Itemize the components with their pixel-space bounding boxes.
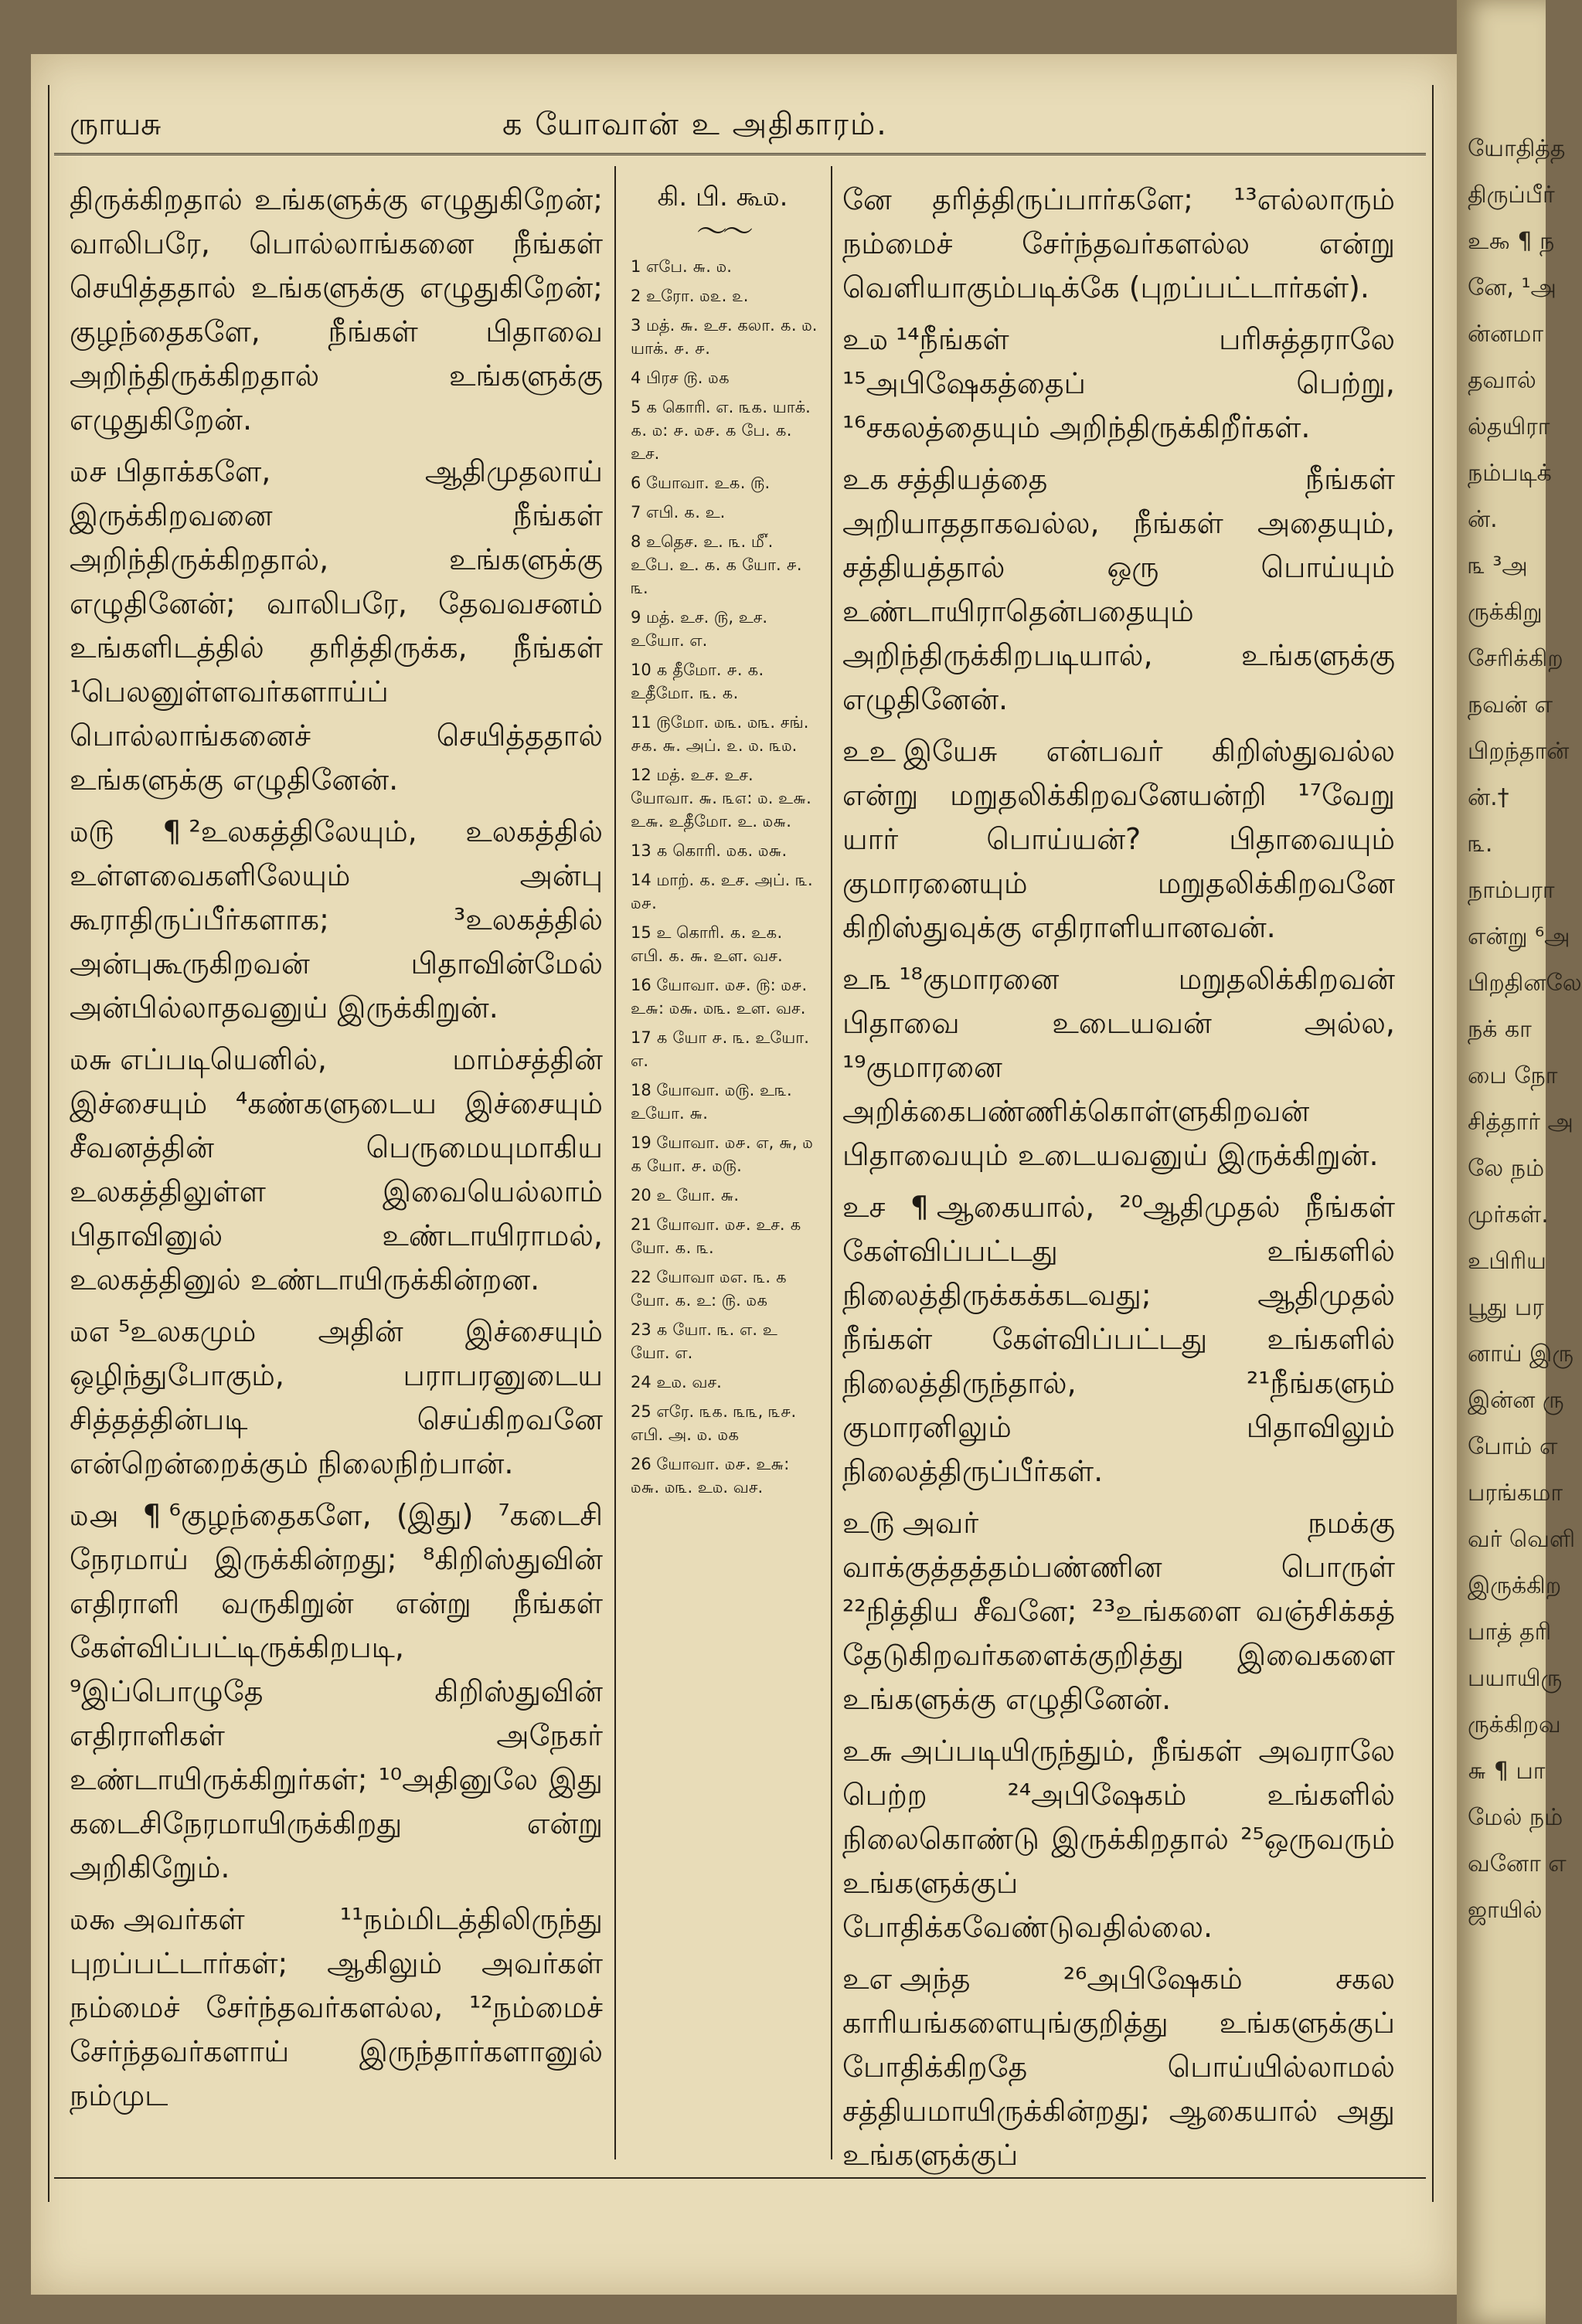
verse-number: ௰௫ ¶ (70, 814, 182, 848)
facing-page-text: லே நம் (1468, 1155, 1545, 1182)
reference-item: 3 மத். ௬. உச. கலா. ௧. ௰. யாக். ௪. ௪. (631, 316, 818, 358)
verse-text: ஆகையால், ²⁰ஆதிமுதல் நீங்கள் கேள்விப்பட்டது உங்களில் நிலைத்திருக்கக்கடவது; ஆதிமுதல் நீங்கள் கேள்விப்பட்டது உங்களில் நிலைத்திருந்தால், ²¹நீங்களும் குமாரனிலும் பிதாவிலும் நிலைத்திருப்பீர்கள். (842, 1190, 1395, 1488)
facing-page-text: பாத் தரி (1468, 1619, 1552, 1646)
reference-item: 17 ௧ யோ ௪. ௩. உயோ. எ. (631, 1028, 809, 1070)
verse-number: ௰௪ (70, 454, 108, 488)
verse (842, 1501, 1395, 1721)
facing-page-text: நம்படிக் (1468, 460, 1552, 487)
verse-number: ௰௮ ¶ (70, 1498, 162, 1532)
facing-page-fragment (1457, 0, 1582, 2324)
facing-page-text: இருக்கிற (1468, 1572, 1562, 1599)
facing-page-text: பயாயிரு (1468, 1665, 1563, 1692)
column-divider-right (831, 166, 832, 2159)
column-divider-left (614, 166, 616, 2159)
facing-page-text: போம் எ (1468, 1433, 1558, 1460)
reference-item: 13 ௧ கொரி. ௰௧. ௰௬. (631, 841, 788, 860)
facing-page-text: முர்கள். (1468, 1201, 1549, 1228)
facing-page-text: நவன் எ (1468, 691, 1553, 719)
reference-item: 23 ௧ யோ. ௩. எ. உ யோ. எ. (631, 1320, 777, 1362)
verse-text: சத்தியத்தை நீங்கள் அறியாததாகவல்ல, நீங்கள் அதையும், சத்தியத்தால் ஒரு பொய்யும் உண்டாயிராதென்பதையும் அறிந்திருக்கிறபடியால், உங்களுக்கு எழுதினேன். (842, 462, 1395, 716)
reference-item: 21 யோவா. ௰௪. உச. ௧ யோ. ௧. ௩. (631, 1215, 801, 1257)
verse-number: ௰௭ (70, 1314, 111, 1348)
verse-number: உ௩ (842, 962, 892, 996)
reference-item: 16 யோவா. ௰௪. ௫: ௰௪. உ௬: ௰௬. ௰௩. உள. வச. (631, 976, 808, 1018)
verse-text: ¹⁴நீங்கள் பரிசுத்தராலே ¹⁵அபிஷேகத்தைப் பெற்று, ¹⁶சகலத்தையும் அறிந்திருக்கிறீர்கள். (842, 322, 1395, 444)
verse-text: ²உலகத்திலேயும், உலகத்தில் உள்ளவைகளிலேயும் அன்பு கூராதிருப்பீர்களாக; ³உலகத்தில் அன்புகூருகிறவன் பிதாவின்மேல் அன்பில்லாதவனுய் இருக்கிறுன். (70, 814, 603, 1024)
verse (70, 178, 603, 442)
verse-text: அப்படியிருந்தும், நீங்கள் அவராலே பெற்ற ²⁴அபிஷேகம் உங்களில் நிலைகொண்டு இருக்கிறதால் ²⁵ஒருவரும் உங்களுக்குப் போதிக்கவேண்டுவதில்லை. (842, 1734, 1395, 1944)
verse-number: ௰௯ (70, 1902, 116, 1936)
page-number: ருாயசு (70, 107, 162, 142)
facing-page-text: தவால் (1468, 367, 1536, 394)
verse-text: அவர் நமக்கு வாக்குத்தத்தம்பண்ணின பொருள் ²²நித்திய சீவனே; ²³உங்களை வஞ்சிக்கத் தேடுகிறவர்களைக்குறித்து இவைகளை உங்களுக்கு எழுதினேன். (842, 1506, 1395, 1716)
facing-page-text: ௬ ¶ பா (1468, 1758, 1546, 1785)
facing-page-text: உபிரிய (1468, 1248, 1546, 1275)
reference-item: 1 எபே. ௬. ௰. (631, 257, 732, 276)
facing-page-text: இன்ன ரு (1468, 1387, 1564, 1414)
facing-page-text: ல்தயிரா (1468, 413, 1550, 440)
reference-item: 8 உதெச. உ. ௩. ௴. உபே. உ. ௧. ௧ யோ. ௪. ௩. (631, 532, 802, 597)
reference-item: 10 ௧ தீமோ. ௪. ௧. உதீமோ. ௩. ௧. (631, 661, 764, 702)
facing-page-text: ருக்கிறு (1468, 599, 1543, 626)
verse (70, 450, 603, 802)
facing-page-text: என்று ⁶அ (1468, 923, 1570, 950)
facing-page-text: ருக்கிறவ (1468, 1711, 1561, 1738)
facing-page-text: பிறதினலே (1468, 970, 1582, 997)
verse-text: அவர்கள் ¹¹நம்மிடத்திலிருந்து புறப்பட்டார்கள்; ஆகிலும் அவர்கள் நம்மைச் சேர்ந்தவர்களல்ல, ¹²நம்மைச் சேர்ந்தவர்களாய் இருந்தார்களானுல் நம்முட (70, 1902, 603, 2112)
refs-swash-ornament: 〜〜 (696, 214, 749, 250)
facing-page-text: னே, ¹அ (1468, 274, 1556, 301)
verse (842, 1729, 1395, 1949)
cross-references (626, 178, 819, 1505)
running-header (54, 99, 1426, 155)
verse (70, 810, 603, 1030)
reference-item: 7 எபி. ௧. உ. (631, 503, 726, 522)
verse (70, 1310, 603, 1486)
facing-page-text: ன். (1468, 506, 1498, 533)
left-text-column (70, 178, 603, 2125)
facing-page-text: உ௯ ¶ ந (1468, 228, 1555, 255)
verse (842, 1185, 1395, 1493)
facing-page-text: ௩. (1468, 831, 1493, 858)
reference-item: 25 எரே. ௩௧. ௩௩, ௩௪. எபி. அ. ௰. ௰௧ (631, 1402, 797, 1444)
reference-item: 4 பிரச ௫. ௰௧ (631, 369, 730, 387)
book-page (31, 54, 1457, 2295)
reference-item: 11 ௫மோ. ௰௩. ௰௩. சங். ௪௧. ௬. அப். ௨. ௰. ௩௰. (631, 713, 809, 755)
verse-text: அந்த ²⁶அபிஷேகம் சகல காரியங்களையுங்குறித்து உங்களுக்குப் போதிக்கிறதே பொய்யில்லாமல் சத்தியமாயிருக்கின்றது; ஆகையால் அது உங்களுக்குப் (842, 1962, 1395, 2172)
refs-list (626, 255, 819, 1499)
facing-page-text: திருப்பீர் (1468, 182, 1555, 209)
verse-number: உச ¶ (842, 1190, 929, 1224)
verse-text: இயேசு என்பவர் கிறிஸ்துவல்ல என்று மறுதலிக்கிறவனேயன்றி ¹⁷வேறு யார் பொய்யன்? பிதாவையும் குமாரனையும் மறுதலிக்கிறவனே கிறிஸ்துவுக்கு எதிராளியானவன். (842, 734, 1395, 944)
facing-page-text: சேரிக்கிற (1468, 645, 1563, 672)
facing-page-text: ன்.† (1468, 784, 1509, 811)
chapter-title: க யோவான் உ அதிகாரம். (502, 107, 888, 142)
facing-page-text: பை நோ (1468, 1062, 1558, 1089)
facing-page-text: வர் வெளி (1468, 1526, 1576, 1553)
facing-page-text: ன்னமா (1468, 321, 1543, 348)
bottom-rule (54, 2177, 1426, 2179)
facing-page-text: மேல் நம் (1468, 1804, 1563, 1831)
verse (842, 178, 1395, 310)
verse-number: உ௰ (842, 322, 889, 356)
verse-number: உஉ (842, 734, 896, 768)
reference-item: 14 மாற். ௧. உச. அப். ௩. ௰௪. (631, 871, 813, 912)
verse-text: எப்படியெனில், மாம்சத்தின் இச்சையும் ⁴கண்களுடைய இச்சையும் சீவனத்தின் பெருமையுமாகிய உலகத்திலுள்ள இவையெல்லாம் பிதாவினுல் உண்டாயிராமல், உலகத்தினுல் உண்டாயிருக்கின்றன. (70, 1042, 603, 1296)
verse-number: உ௬ (842, 1734, 893, 1768)
facing-page-text: பூது பர (1468, 1294, 1544, 1321)
facing-page-text: ஜாயில் (1468, 1897, 1543, 1924)
facing-page-text: பிறந்தான் (1468, 738, 1570, 765)
verse (842, 457, 1395, 722)
reference-item: 24 உ௰. வச. (631, 1373, 722, 1391)
reference-item: 5 ௧ கொரி. எ. ௩௧. யாக். ௧. ௰: ௪. ௰௪. ௧ பே. ௧. உச. (631, 398, 811, 463)
verse (842, 1957, 1395, 2177)
verse-text: ⁵உலகமும் அதின் இச்சையும் ஒழிந்துபோகும், பராபரனுடைய சித்தத்தின்படி செய்கிறவனே என்றென்றைக்கும் நிலைநிற்பான். (70, 1314, 603, 1480)
reference-item: 6 யோவா. உ௧. ௫. (631, 474, 771, 492)
verse-number: உ௧ (842, 462, 890, 496)
facing-page-text: வனோ எ (1468, 1850, 1567, 1877)
reference-item: 18 யோவா. ௰௫. உ௩. உயோ. ௬. (631, 1081, 792, 1123)
reference-item: 19 யோவா. ௰௪. எ, ௬, ௰ ௧ யோ. ௪. ௰௫. (631, 1133, 813, 1175)
reference-item: 20 உ யோ. ௬. (631, 1186, 740, 1204)
facing-page-text: யோதித்த (1468, 135, 1566, 162)
verse-text: ¹⁸குமாரனை மறுதலிக்கிறவன் பிதாவை உடையவன் அல்ல, ¹⁹குமாரனை அறிக்கைபண்ணிக்கொள்ளுகிறவன் பிதாவையும் உடையவனுய் இருக்கிறுன். (842, 962, 1395, 1172)
reference-item: 15 உ கொரி. ௧. உ௧. எபி. ௧. ௬. உள. வச. (631, 923, 783, 965)
verse-text: னே தரித்திருப்பார்களே; ¹³எல்லாரும் நம்மைச் சேர்ந்தவர்களல்ல என்று வெளியாகும்படிக்கே (புறப்பட்டார்கள்). (842, 182, 1395, 304)
facing-page-text: னாய் இரு (1468, 1340, 1574, 1368)
verse (70, 1898, 603, 2118)
facing-page-text: ௩ ³அ (1468, 552, 1528, 579)
verse-number: உ௫ (842, 1506, 895, 1540)
verse-text: திருக்கிறதால் உங்களுக்கு எழுதுகிறேன்; வாலிபரே, பொல்லாங்கனை நீங்கள் செயித்ததால் உங்களுக்கு எழுதுகிறேன்; குழந்தைகளே, நீங்கள் பிதாவை அறிந்திருக்கிறதால் உங்களுக்கு எழுதுகிறேன். (70, 182, 603, 437)
verse (842, 729, 1395, 950)
verse-number: ௰௬ (70, 1042, 113, 1076)
verse (70, 1038, 603, 1302)
verse-text: பிதாக்களே, ஆதிமுதலாய் இருக்கிறவனை நீங்கள் அறிந்திருக்கிறதால், உங்களுக்கு எழுதினேன்; வாலிபரே, தேவவசனம் உங்களிடத்தில் தரித்திருக்க, நீங்கள் ¹பெலனுள்ளவர்களாய்ப் பொல்லாங்கனைச் செயித்ததால் உங்களுக்கு எழுதினேன். (70, 454, 603, 797)
reference-item: 22 யோவா ௰எ. ௩. ௧ யோ. ௧. உ: ௫. ௰௧ (631, 1268, 788, 1310)
verse (842, 318, 1395, 450)
verse-number: உஎ (842, 1962, 893, 1996)
right-text-column (842, 178, 1395, 2185)
reference-item: 26 யோவா. ௰௪. உ௬: ௰௬. ௰௩. உ௰. வச. (631, 1455, 790, 1497)
verse (70, 1493, 603, 1890)
facing-page-text: நக் கா (1468, 1016, 1532, 1043)
reference-item: 12 மத். உச. உச. யோவா. ௬. ௩௭: ௰. உ௬. உ௬. உதீமோ. உ. ௰௬. (631, 766, 811, 831)
facing-page-text: நாம்பரா (1468, 877, 1555, 904)
facing-page-text: பரங்கமா (1468, 1480, 1563, 1507)
verse (842, 957, 1395, 1177)
verse-text: ⁶குழந்தைகளே, (இது) ⁷கடைசி நேரமாய் இருக்கின்றது; ⁸கிறிஸ்துவின் எதிராளி வருகிறுன் என்று நீங்கள் கேள்விப்பட்டிருக்கிறபடி, ⁹இப்பொழுதே கிறிஸ்துவின் எதிராளிகள் அநேகர் உண்டாயிருக்கிறுர்கள்; ¹⁰அதினுலே இது கடைசிநேரமாயிருக்கிறது என்று அறிகிறேும். (70, 1498, 603, 1884)
reference-item: 2 உரோ. ௰௨. ௨. (631, 287, 749, 305)
reference-item: 9 மத். உச. ௫, உச. உயோ. எ. (631, 608, 768, 650)
facing-page-text: சித்தார் அ (1468, 1109, 1573, 1136)
refs-heading: கி. பி. கூ௰. (657, 182, 788, 212)
